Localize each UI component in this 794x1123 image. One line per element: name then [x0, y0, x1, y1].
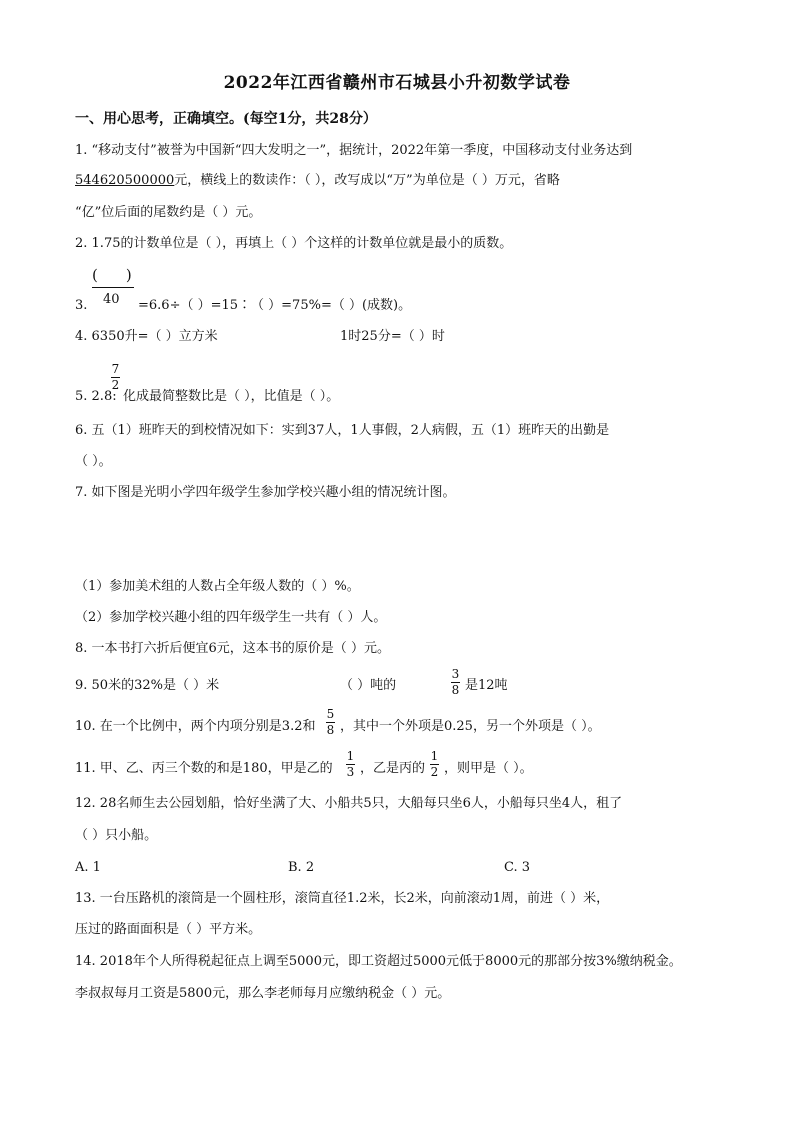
- q9-part-a: 9. 50米的32%是（ ）米: [75, 678, 220, 693]
- page-title: 2022年江西省赣州市石城县小升初数学试卷: [223, 73, 571, 93]
- q12-line-2: （ ）只小船。: [75, 828, 158, 843]
- q3-label: 3.: [75, 298, 88, 313]
- q3-line: =6.6÷（ ）=15∶（ ）=75%=（ ）(成数)。: [138, 298, 412, 313]
- q13-line-2: 压过的路面面积是（ ）平方米。: [75, 922, 262, 937]
- q11-mid: ，乙是丙的: [360, 761, 426, 776]
- q7-sub-2: （2）参加学校兴趣小组的四年级学生一共有（ ）人。: [75, 610, 387, 625]
- q6-line-1: 6. 五（1）班昨天的到校情况如下：实到37人，1人事假，2人病假，五（1）班昨天的出勤是: [75, 423, 610, 438]
- q9-part-b: （ ）吨的: [340, 678, 397, 693]
- q14-line-1: 14. 2018年个人所得税起征点上调至5000元，即工资超过5000元低于8000元的那部分按3%缴纳税金。: [75, 954, 682, 969]
- q3-paren-left: (: [92, 266, 98, 284]
- q9-frac-den: 8: [451, 683, 460, 697]
- section-heading: 一、用心思考，正确填空。(每空1分，共28分）: [75, 111, 377, 127]
- q10-frac-num: 5: [326, 707, 335, 721]
- q9-frac-num: 3: [451, 667, 460, 681]
- q1-line-1: 1. “移动支付”被誉为中国新“四大发明之一”，据统计，2022年第一季度，中国移动支付业务达到: [75, 143, 633, 158]
- q3-fraction-numerator: [92, 267, 132, 283]
- q5-post: 化成最简整数比是（ ），比值是（ ）。: [123, 389, 340, 404]
- q4-part-a: 4. 6350升=（ ）立方米: [75, 329, 218, 344]
- q3-paren-right: ): [125, 266, 132, 284]
- q12-option-c[interactable]: C. 3: [504, 860, 531, 875]
- q9-part-c: 是12吨: [465, 678, 508, 693]
- q11-fraction-1: [346, 750, 355, 779]
- q10-fraction: [326, 708, 335, 737]
- q11-f2-den: 2: [430, 765, 439, 779]
- q10-frac-den: 8: [326, 723, 335, 737]
- q12-option-a[interactable]: A. 1: [75, 860, 101, 875]
- q2-line: 2. 1.75的计数单位是（ ），再填上（ ）个这样的计数单位就是最小的质数。: [75, 236, 513, 251]
- q9-fraction: [451, 668, 460, 697]
- q5-fraction: [111, 363, 120, 392]
- q11-f2-num: 1: [430, 749, 439, 763]
- q11-f1-num: 1: [346, 749, 355, 763]
- q5-frac-num: 7: [111, 362, 120, 376]
- q12-option-b[interactable]: B. 2: [288, 860, 315, 875]
- q1-line-3: “亿”位后面的尾数约是（ ）元。: [75, 205, 262, 220]
- q10-post: ，其中一个外项是0.25，另一个外项是（ ）。: [340, 719, 601, 734]
- q12-line-1: 12. 28名师生去公园划船，恰好坐满了大、小船共5只，大船每只坐6人，小船每只坐4人，租了: [75, 796, 623, 811]
- q3-fraction-bar: [92, 287, 134, 288]
- q6-line-2: （ ）。: [75, 454, 112, 469]
- q1-line-2: [75, 173, 560, 189]
- q11-f1-den: 3: [346, 765, 355, 779]
- q5-pre: 5. 2.8:: [75, 389, 117, 404]
- q13-line-1: 13. 一台压路机的滚筒是一个圆柱形，滚筒直径1.2米，长2米，向前滚动1周，前进（ ）米，: [75, 891, 610, 906]
- q3-fraction-denominator: 40: [103, 292, 120, 307]
- q11-fraction-2: [430, 750, 439, 779]
- q14-line-2: 李叔叔每月工资是5800元，那么李老师每月应缴纳税金（ ）元。: [75, 986, 451, 1001]
- q7-sub-1: （1）参加美术组的人数占全年级人数的（ ）%。: [75, 579, 360, 594]
- q4-part-b: 1时25分=（ ）时: [340, 329, 445, 344]
- q8-line: 8. 一本书打六折后便宜6元，这本书的原价是（ ）元。: [75, 641, 390, 656]
- q11-post: ，则甲是（ ）。: [444, 761, 533, 776]
- q11-pre: 11. 甲、乙、丙三个数的和是180，甲是乙的: [75, 761, 333, 776]
- q5-frac-den: 2: [111, 378, 120, 392]
- q1-line-2-text: 元，横线上的数读作：（ ），改写成以“万”为单位是（ ）万元，省略: [174, 173, 560, 188]
- q1-number: 544620500000: [75, 173, 175, 188]
- q7-line-1: 7. 如下图是光明小学四年级学生参加学校兴趣小组的情况统计图。: [75, 485, 456, 500]
- q10-pre: 10. 在一个比例中，两个内项分别是3.2和: [75, 719, 316, 734]
